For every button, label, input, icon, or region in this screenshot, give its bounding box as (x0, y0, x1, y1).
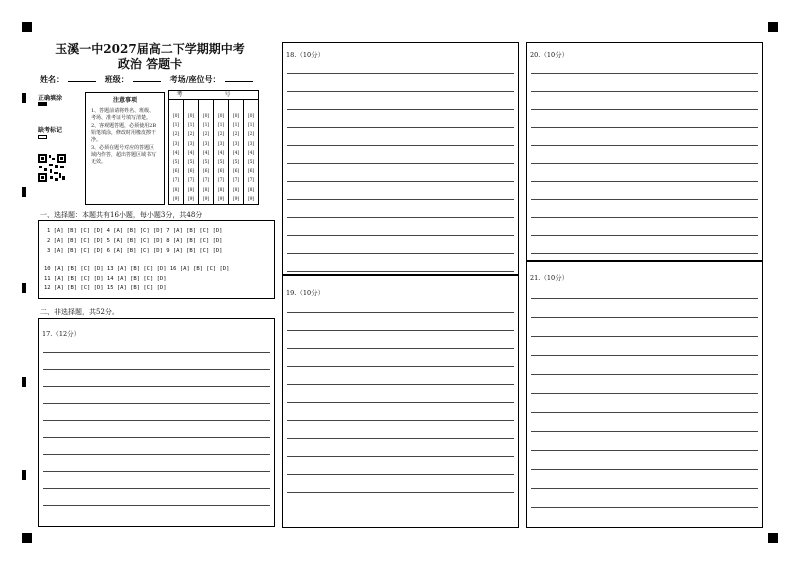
writing-line (43, 471, 270, 472)
exam-digit-bubble[interactable]: [9] (187, 196, 195, 202)
writing-line (287, 474, 514, 475)
exam-digit-bubble[interactable]: [7] (217, 178, 225, 184)
exam-digit-bubble[interactable]: [6] (187, 169, 195, 175)
corner-mark-bl (22, 533, 32, 543)
exam-digit-bubble[interactable]: [8] (202, 187, 210, 193)
writing-line (287, 235, 514, 236)
writing-line (287, 73, 514, 74)
exam-digit-bubble[interactable]: [0] (172, 114, 180, 119)
exam-digit-bubble[interactable]: [3] (187, 141, 195, 147)
writing-line (287, 312, 514, 313)
exam-digit-bubble[interactable]: [8] (232, 187, 240, 193)
exam-number-header: 考 号 (169, 91, 258, 100)
exam-title: 玉溪一中2027届高二下学期期中考 (55, 42, 245, 56)
absent-mark-label: 缺考标记 (38, 127, 63, 134)
writing-line (43, 369, 270, 370)
exam-number-column (244, 100, 258, 205)
answer-box-q19[interactable] (282, 275, 519, 528)
writing-line (531, 374, 758, 375)
writing-line (531, 298, 758, 299)
instruction-item: 2、客观题答题，必须使用2B铅笔填涂，修改时用橡皮擦干净。 (91, 123, 157, 143)
writing-line (43, 352, 270, 353)
exam-digit-bubble[interactable]: [9] (202, 196, 210, 202)
answer-box-q21[interactable] (526, 261, 763, 528)
section-one-title: 一、选择题：本题共有16小题，每小题3分，共48分 (40, 211, 203, 219)
exam-digit-bubble[interactable]: [6] (232, 169, 240, 175)
choice-row[interactable]: 2 [A] [B] [C] [D] 5 [A] [B] [C] [D] 8 [A] [B] [C] [D] (47, 238, 223, 244)
exam-digit-bubble[interactable]: [5] (247, 159, 255, 165)
exam-digit-bubble[interactable]: [7] (232, 178, 240, 184)
writing-line (43, 505, 270, 506)
writing-line (531, 507, 758, 508)
choice-row[interactable]: 10 [A] [B] [C] [D] 13 [A] [B] [C] [D] 16 [A] [B] [C] [D] (44, 266, 230, 272)
writing-line (287, 420, 514, 421)
writing-line (531, 469, 758, 470)
exam-number-column (169, 100, 184, 205)
exam-number-column (229, 100, 244, 205)
question-label: 20.（10分） (530, 51, 569, 59)
exam-digit-bubble[interactable]: [4] (202, 150, 210, 156)
answer-box-q20[interactable] (526, 42, 763, 261)
exam-digit-bubble[interactable]: [4] (232, 150, 240, 156)
writing-line (287, 109, 514, 110)
exam-digit-bubble[interactable]: [3] (232, 141, 240, 147)
exam-digit-bubble[interactable]: [6] (172, 169, 180, 175)
exam-digit-bubble[interactable]: [7] (187, 178, 195, 184)
exam-digit-bubble[interactable]: [9] (172, 196, 180, 202)
exam-digit-bubble[interactable]: [5] (172, 159, 180, 165)
corner-mark-tl (22, 22, 32, 32)
instruction-item: 1、答题前请将姓名、班级、考场、准考证号填写清楚。 (91, 108, 155, 121)
writing-line (43, 420, 270, 421)
writing-line (287, 330, 514, 331)
choice-row[interactable]: 1 [A] [B] [C] [D] 4 [A] [B] [C] [D] 7 [A] [B] [C] [D] (47, 228, 223, 234)
timing-mark (22, 283, 26, 293)
exam-digit-bubble[interactable]: [2] (232, 132, 240, 138)
choice-row[interactable]: 11 [A] [B] [C] [D] 14 [A] [B] [C] [D] (44, 276, 167, 282)
correct-fill-sample (38, 102, 47, 106)
choice-row[interactable]: 12 [A] [B] [C] [D] 15 [A] [B] [C] [D] (44, 285, 167, 291)
student-info (40, 74, 259, 85)
exam-digit-bubble[interactable]: [8] (247, 187, 255, 193)
writing-line (43, 437, 270, 438)
exam-digit-bubble[interactable]: [8] (187, 187, 195, 193)
question-label: 19.（10分） (286, 289, 325, 297)
corner-mark-br (768, 533, 778, 543)
answer-box-q17[interactable] (38, 318, 275, 527)
writing-line (287, 91, 514, 92)
writing-line (287, 163, 514, 164)
exam-digit-bubble[interactable]: [7] (172, 178, 180, 184)
question-label: 18.（10分） (286, 51, 325, 59)
writing-line (531, 317, 758, 318)
exam-digit-bubble[interactable]: [3] (202, 141, 210, 147)
exam-digit-bubble[interactable]: [1] (202, 123, 210, 129)
writing-line (287, 181, 514, 182)
exam-digit-bubble[interactable]: [3] (172, 141, 180, 147)
corner-mark-tr (768, 22, 778, 32)
timing-mark (22, 377, 26, 387)
class-field[interactable] (133, 81, 161, 82)
writing-line (531, 199, 758, 200)
writing-line (43, 403, 270, 404)
writing-line (287, 348, 514, 349)
exam-digit-bubble[interactable]: [2] (247, 132, 255, 138)
exam-digit-bubble[interactable]: [7] (247, 178, 255, 184)
instructions-box (85, 92, 165, 205)
writing-line (287, 438, 514, 439)
exam-digit-bubble[interactable]: [3] (217, 141, 225, 147)
exam-digit-bubble[interactable]: [5] (202, 159, 210, 165)
exam-digit-bubble[interactable]: [1] (232, 123, 240, 129)
timing-mark (22, 470, 26, 480)
writing-line (531, 450, 758, 451)
exam-digit-bubble[interactable]: [1] (172, 123, 180, 129)
multiple-choice-box (38, 220, 275, 299)
writing-line (531, 127, 758, 128)
exam-digit-bubble[interactable]: [2] (187, 132, 195, 138)
writing-line (43, 386, 270, 387)
writing-line (287, 366, 514, 367)
answer-box-q18[interactable] (282, 42, 519, 275)
writing-line (531, 336, 758, 337)
exam-digit-bubble[interactable]: [7] (202, 178, 210, 184)
exam-digit-bubble[interactable]: [8] (172, 187, 180, 193)
exam-digit-bubble[interactable]: [5] (187, 159, 195, 165)
instruction-item: 3、必须在题号对应的答题区域内作答，超出答题区域书写无效。 (91, 145, 157, 165)
exam-digit-bubble[interactable]: [0] (217, 114, 225, 119)
room-field[interactable] (225, 81, 253, 82)
exam-subtitle: 政治 答题卡 (117, 57, 183, 71)
exam-digit-bubble[interactable]: [4] (187, 150, 195, 156)
exam-digit-bubble[interactable]: [5] (232, 159, 240, 165)
exam-digit-bubble[interactable]: [9] (232, 196, 240, 202)
exam-digit-bubble[interactable]: [1] (187, 123, 195, 129)
timing-mark (22, 187, 26, 197)
writing-line (531, 431, 758, 432)
correct-fill-label: 正确填涂 (38, 95, 63, 102)
exam-digit-bubble[interactable]: [2] (172, 132, 180, 138)
writing-line (531, 109, 758, 110)
exam-digit-bubble[interactable]: [8] (217, 187, 225, 193)
writing-line (531, 355, 758, 356)
exam-number-column (199, 100, 214, 205)
writing-line (531, 393, 758, 394)
choice-row[interactable]: 3 [A] [B] [C] [D] 6 [A] [B] [C] [D] 9 [A] [B] [C] [D] (47, 248, 223, 254)
instructions-title: 注意事项 (112, 97, 137, 104)
question-label: 17.（12分） (42, 330, 81, 338)
exam-digit-bubble[interactable]: [3] (247, 141, 255, 147)
exam-digit-bubble[interactable]: [4] (217, 150, 225, 156)
writing-line (287, 253, 514, 254)
exam-digit-bubble[interactable]: [0] (187, 114, 195, 119)
exam-digit-bubble[interactable]: [0] (247, 114, 255, 119)
class-label: 班级： (104, 74, 129, 84)
exam-number-column (214, 100, 229, 205)
exam-digit-bubble[interactable]: [6] (217, 169, 225, 175)
writing-line (43, 454, 270, 455)
name-field[interactable] (68, 81, 96, 82)
writing-line (531, 181, 758, 182)
exam-number-grid (168, 90, 259, 205)
exam-digit-bubble[interactable]: [0] (202, 114, 210, 119)
room-label: 考场/座位号： (169, 74, 221, 84)
writing-line (287, 384, 514, 385)
writing-line (287, 127, 514, 128)
exam-digit-bubble[interactable]: [2] (217, 132, 225, 138)
writing-line (287, 199, 514, 200)
writing-line (531, 73, 758, 74)
writing-line (287, 271, 514, 272)
writing-line (287, 492, 514, 493)
name-label: 姓名： (40, 74, 64, 84)
question-label: 21.（10分） (530, 274, 569, 282)
writing-line (531, 145, 758, 146)
absent-mark-box[interactable] (38, 135, 47, 139)
section-two-title: 二、非选择题，共52分。 (40, 308, 119, 316)
writing-line (287, 456, 514, 457)
exam-digit-bubble[interactable]: [6] (247, 169, 255, 175)
exam-digit-bubble[interactable]: [1] (247, 123, 255, 129)
exam-digit-bubble[interactable]: [6] (202, 169, 210, 175)
writing-line (531, 217, 758, 218)
exam-digit-bubble[interactable]: [9] (217, 196, 225, 202)
writing-line (531, 235, 758, 236)
writing-line (531, 91, 758, 92)
exam-digit-bubble[interactable]: [4] (247, 150, 255, 156)
writing-line (531, 253, 758, 254)
exam-digit-bubble[interactable]: [9] (247, 196, 255, 202)
writing-line (531, 488, 758, 489)
writing-line (287, 217, 514, 218)
exam-number-column (184, 100, 199, 205)
exam-digit-bubble[interactable]: [4] (172, 150, 180, 156)
writing-line (43, 488, 270, 489)
exam-digit-bubble[interactable]: [1] (217, 123, 225, 129)
writing-line (531, 163, 758, 164)
writing-line (287, 145, 514, 146)
qr-code (38, 154, 66, 182)
writing-line (531, 412, 758, 413)
writing-line (287, 402, 514, 403)
exam-digit-bubble[interactable]: [5] (217, 159, 225, 165)
exam-digit-bubble[interactable]: [0] (232, 114, 240, 119)
exam-digit-bubble[interactable]: [2] (202, 132, 210, 138)
timing-mark (22, 93, 26, 103)
